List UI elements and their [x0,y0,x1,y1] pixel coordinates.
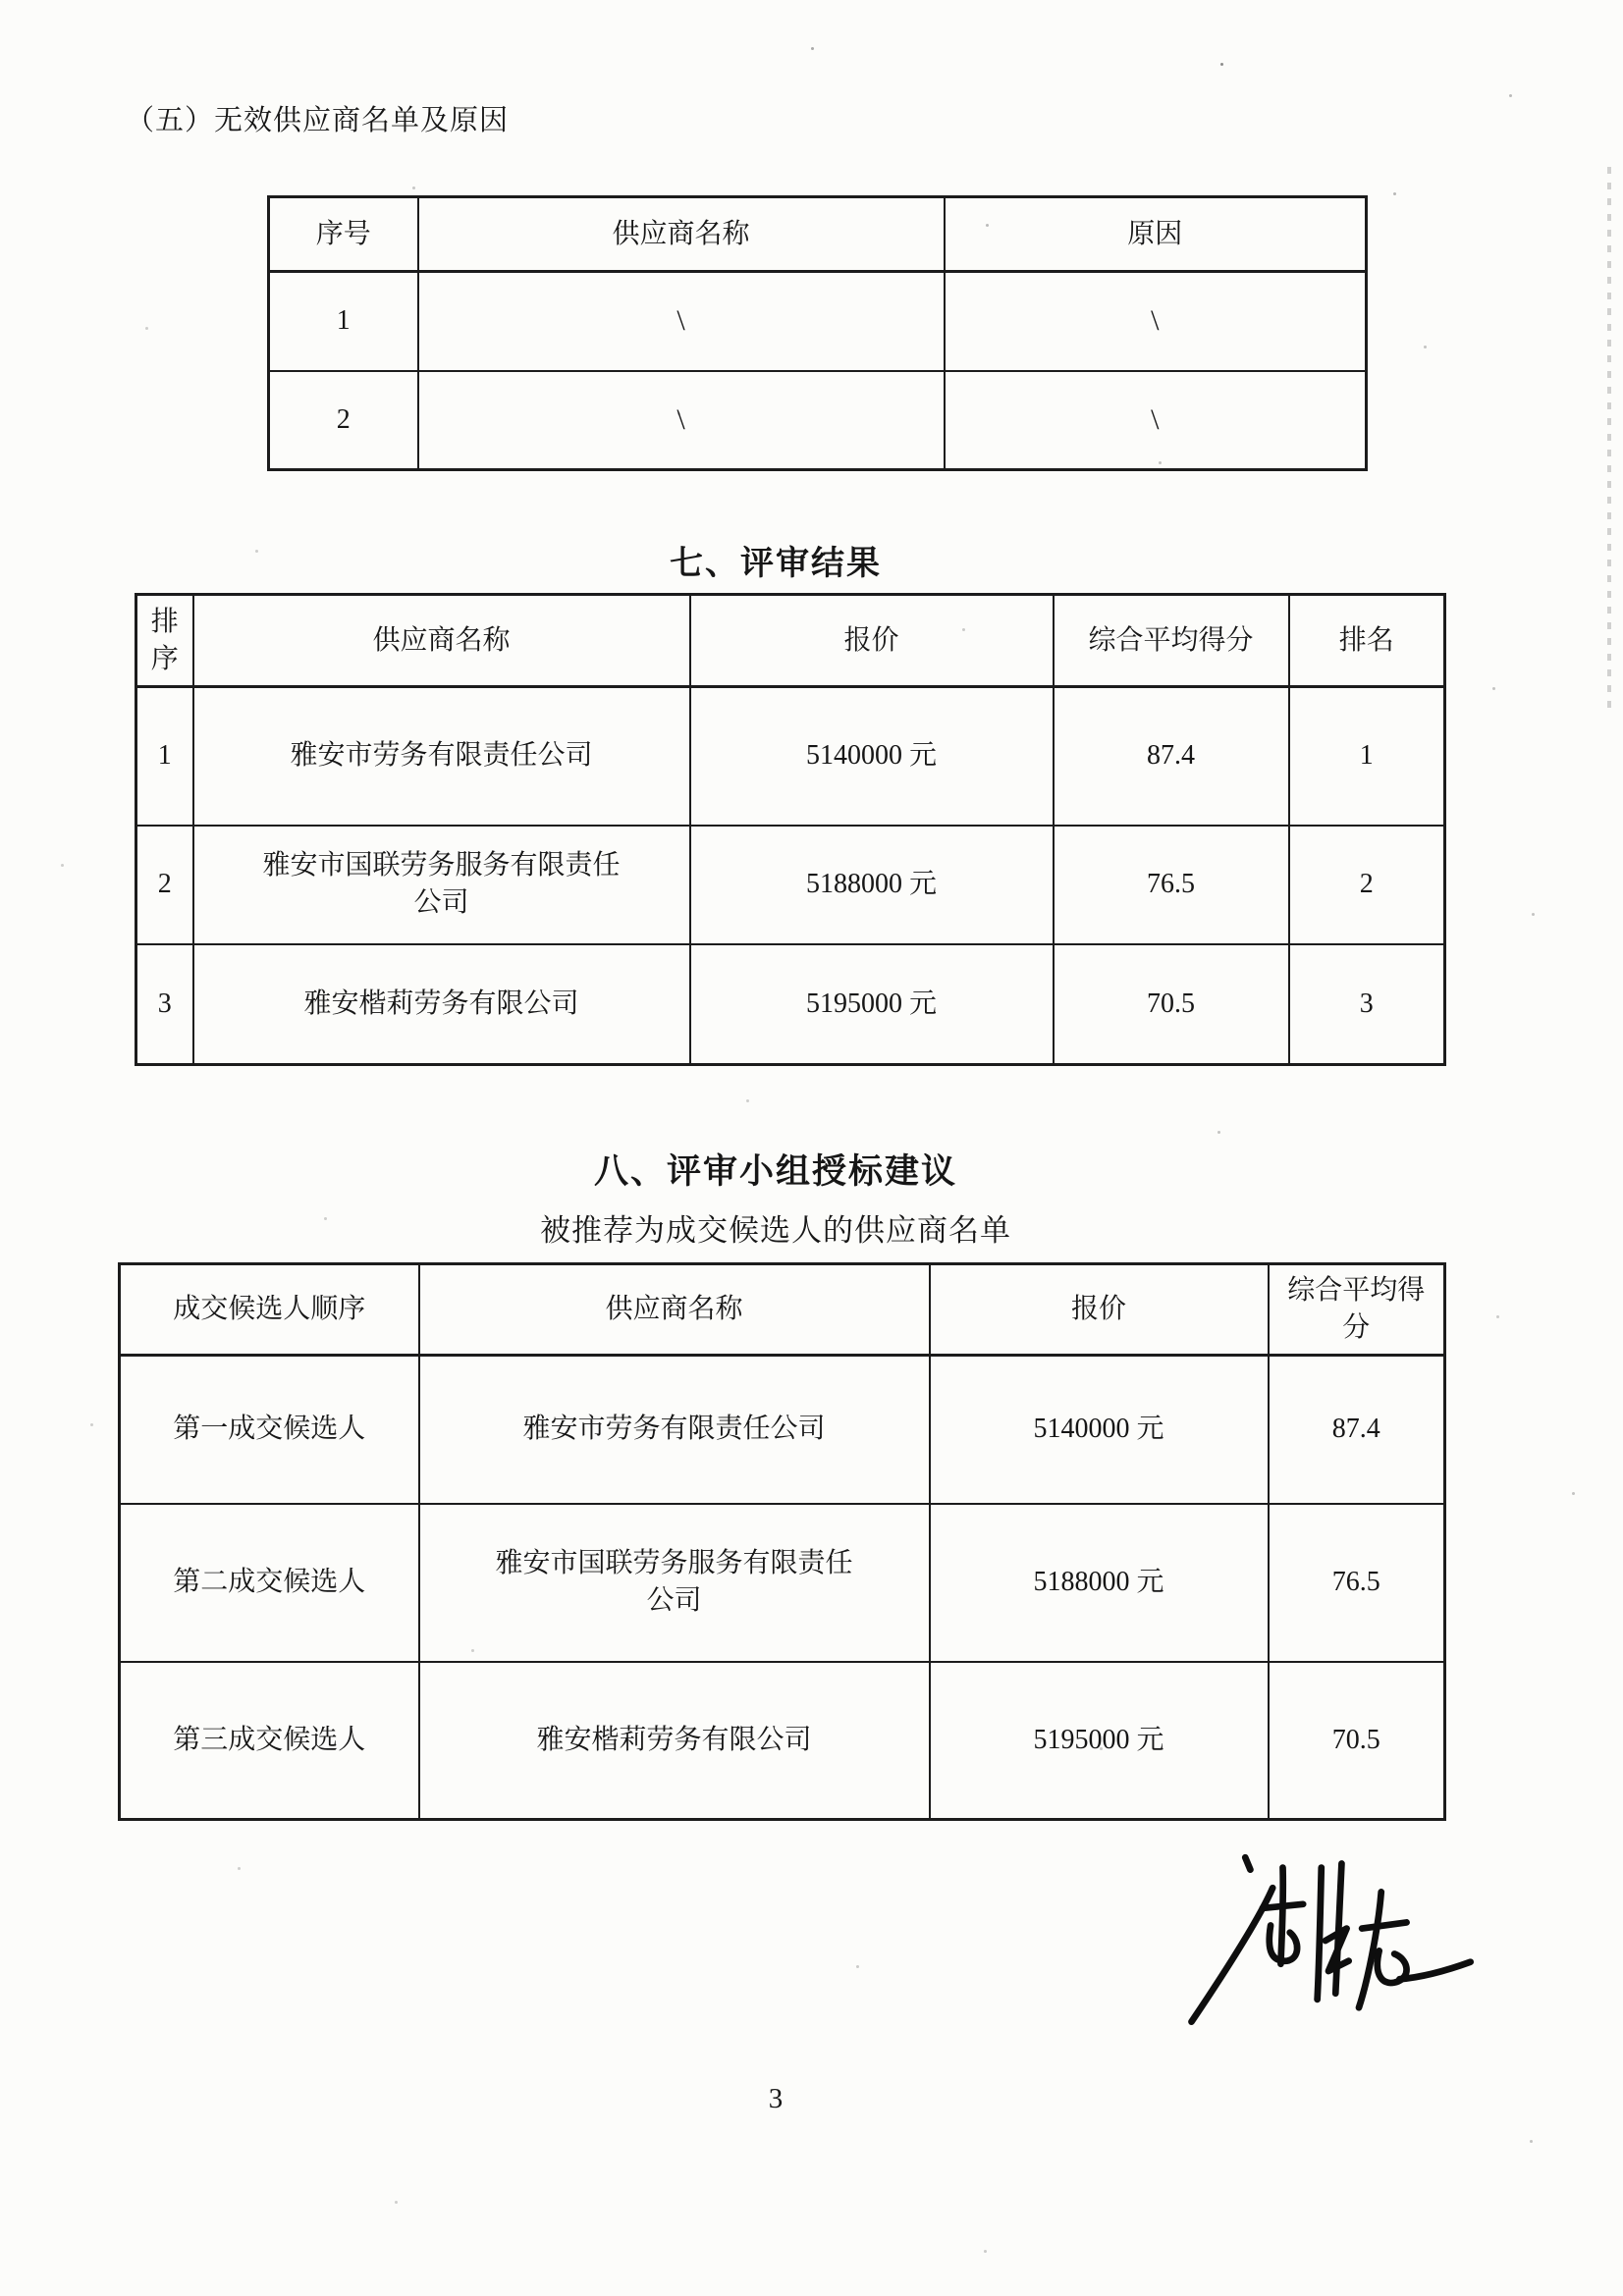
cell-price: 5140000 元 [930,1356,1269,1504]
cell-price: 5195000 元 [690,944,1054,1065]
cell-rank: 3 [1289,944,1445,1065]
signature-stroke [1245,1857,1250,1869]
cell-candidate-order: 第二成交候选人 [120,1504,419,1662]
cell-order: 1 [136,687,193,826]
signature-stroke [1399,1962,1470,1980]
review-results-table [135,593,1446,1066]
cell-price: 5140000 元 [690,687,1054,826]
cell-index: 2 [269,371,418,470]
scan-edge-artifact [1607,167,1611,717]
cell-order: 2 [136,826,193,944]
column-header-price: 报价 [690,595,1054,687]
table-header-row [120,1264,1445,1356]
invalid-suppliers-table [267,195,1368,471]
column-header-index: 序号 [269,197,418,272]
cell-supplier-text: 雅安市国联劳务服务有限责任公司 [495,1548,853,1616]
table-row [136,944,1445,1065]
cell-candidate-order: 第三成交候选人 [120,1662,419,1820]
page-number: 3 [768,2083,784,2114]
cell-rank: 2 [1289,826,1445,944]
table-row [120,1662,1445,1820]
column-header-score: 综合平均得分 [1054,595,1289,687]
cell-reason: \ [945,272,1367,371]
cell-supplier: 雅安楷莉劳务有限公司 [193,944,690,1065]
table-row [136,826,1445,944]
column-header-rank: 排名 [1289,595,1445,687]
cell-score: 70.5 [1269,1662,1445,1820]
scan-noise-dots [0,0,3,3]
signature-stroke [1362,1922,1406,1928]
table-row [269,371,1367,470]
column-header-supplier: 供应商名称 [419,1264,930,1356]
cell-supplier: \ [418,272,945,371]
column-header-candidate-order: 成交候选人顺序 [120,1264,419,1356]
cell-supplier [419,1504,930,1662]
cell-price: 5188000 元 [930,1504,1269,1662]
table-row [120,1504,1445,1662]
cell-rank: 1 [1289,687,1445,826]
cell-score: 87.4 [1054,687,1289,826]
signature-stroke [1318,1868,1322,2000]
cell-score: 76.5 [1269,1504,1445,1662]
award-candidates-table [118,1262,1446,1821]
cell-price: 5195000 元 [930,1662,1269,1820]
handwritten-signature [1176,1847,1481,2034]
cell-reason: \ [945,371,1367,470]
table-header-row [136,595,1445,687]
column-header-score: 综合平均得分 [1269,1264,1445,1356]
cell-supplier-text: 雅安市国联劳务服务有限责任公司 [262,850,621,918]
cell-score: 70.5 [1054,944,1289,1065]
cell-price: 5188000 元 [690,826,1054,944]
column-header-price: 报价 [930,1264,1269,1356]
table-row [136,687,1445,826]
cell-index: 1 [269,272,418,371]
cell-supplier: 雅安市劳务有限责任公司 [419,1356,930,1504]
table-header-row [269,197,1367,272]
cell-score: 76.5 [1054,826,1289,944]
signature-stroke [1325,1929,1349,1971]
cell-supplier: \ [418,371,945,470]
section8-subtitle: 被推荐为成交候选人的供应商名单 [540,1213,1011,1248]
section7-title: 七、评审结果 [670,546,882,582]
section5-heading: （五）无效供应商名单及原因 [126,105,510,136]
column-header-supplier: 供应商名称 [193,595,690,687]
table-row [120,1356,1445,1504]
cell-supplier: 雅安市劳务有限责任公司 [193,687,690,826]
column-header-supplier: 供应商名称 [418,197,945,272]
signature-stroke [1280,1868,1282,1964]
column-header-reason: 原因 [945,197,1367,272]
cell-supplier: 雅安楷莉劳务有限公司 [419,1662,930,1820]
signature-stroke [1263,1904,1303,1908]
table-row [269,272,1367,371]
cell-supplier [193,826,690,944]
cell-score: 87.4 [1269,1356,1445,1504]
cell-candidate-order: 第一成交候选人 [120,1356,419,1504]
cell-order: 3 [136,944,193,1065]
column-header-order: 排序 [136,595,193,687]
section8-title: 八、评审小组授标建议 [593,1152,957,1191]
